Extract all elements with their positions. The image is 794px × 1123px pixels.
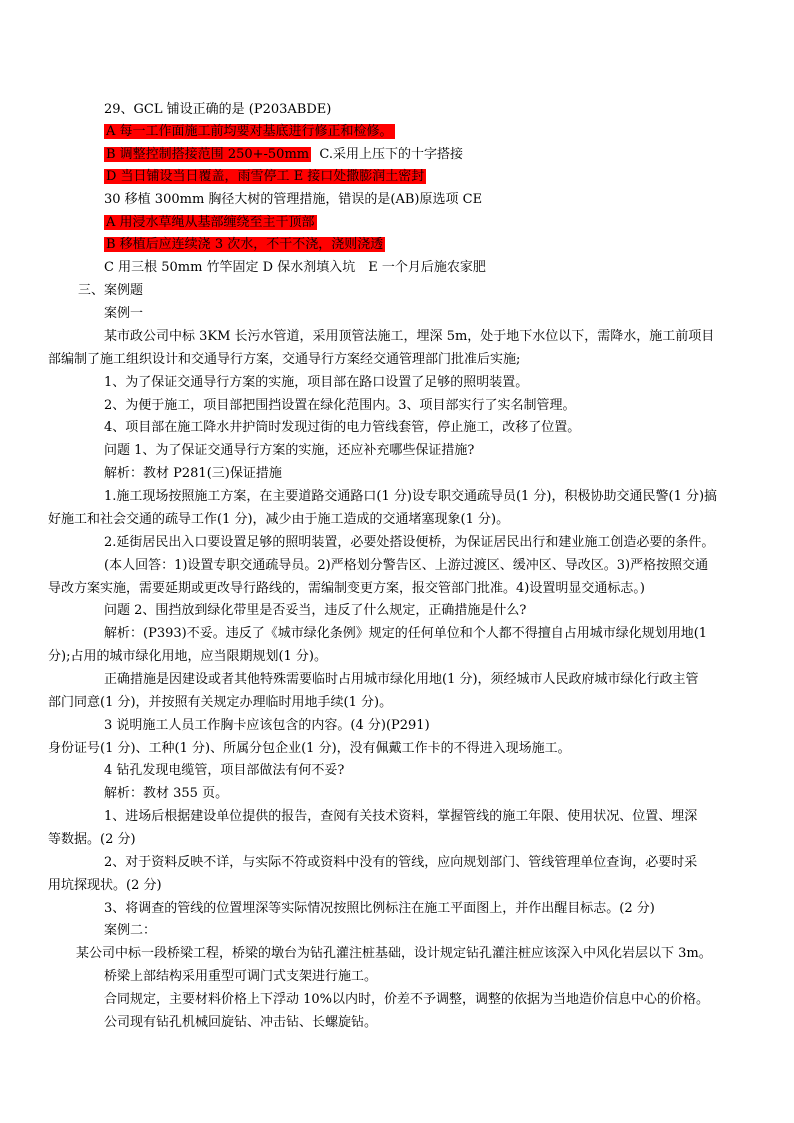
case-1-answer-4-title: 解析：教材 355 页。: [104, 786, 229, 801]
case-1-answer-4: 用坑探现状。(2 分): [48, 878, 162, 893]
case-1-answer-1: 1.施工现场按照施工方案，在主要道路交通路口(1 分)设专职交通疏导员(1 分)，积极协助交通民警(1 分)搞: [104, 489, 718, 504]
case-2-intro: 合同规定，主要材料价格上下浮动 10%以内时，价差不予调整，调整的依据为当地造价信息中心的价格。: [104, 992, 710, 1007]
case-1-own-answer: 导改方案实施，需要延期或更改导行路线的，需编制变更方案，报交管部门批准。4)设置明显交通标志。): [48, 581, 645, 596]
case-1-own-answer: (本人回答：1)设置专职交通疏导员。2)严格划分警告区、上游过渡区、缓冲区、导改区。3)严格按照交通: [104, 558, 709, 573]
case-2-intro: 某公司中标一段桥梁工程，桥梁的墩台为钻孔灌注桩基础，设计规定钻孔灌注桩应该深入中风化岩层以下 3m。: [76, 946, 712, 961]
question-30-option-a: [104, 213, 317, 233]
case-2-title: 案例二：: [104, 923, 157, 938]
case-1-answer-2: 分);占用的城市绿化用地，应当限期规划(1 分)。: [48, 649, 327, 664]
case-1-question-2: 问题 2、围挡放到绿化带里是否妥当，违反了什么规定，正确措施是什么?: [104, 603, 527, 618]
case-1-answer-4: 2、对于资料反映不详，与实际不符或资料中没有的管线，应向规划部门、管线管理单位查询，必要时采: [104, 855, 698, 870]
case-1-answer-4: 3、将调查的管线的位置埋深等实际情况按照比例标注在施工平面图上，并作出醒目标志。(2 分): [104, 901, 655, 916]
case-1-fact: 1、为了保证交通导行方案的实施，项目部在路口设置了足够的照明装置。: [104, 375, 529, 390]
case-1-question-4: 4 钻孔发现电缆管，项目部做法有何不妥?: [104, 763, 345, 778]
highlight: D 当日铺设当日覆盖，雨雪停工 E 接口处撒膨润土密封: [106, 169, 425, 184]
case-1-question-3: 3 说明施工人员工作胸卡应该包含的内容。(4 分)(P291): [104, 718, 430, 733]
case-1-answer-4: 等数据。(2 分): [48, 832, 136, 847]
question-29-option-a: [104, 122, 395, 142]
case-1-fact: 2、为便于施工，项目部把围挡设置在绿化范围内。3、项目部实行了实名制管理。: [104, 398, 576, 413]
question-29-option-de: [104, 167, 426, 187]
case-1-answer-4: 1、进场后根据建设单位提供的报告，查阅有关技术资料，掌握管线的施工年限、使用状况、位置、埋深: [104, 809, 698, 824]
case-2-intro: 桥梁上部结构采用重型可调门式支架进行施工。: [104, 969, 378, 984]
question-29-stem: 29、GCL 铺设正确的是 (P203ABDE): [104, 102, 332, 117]
case-1-intro: 部编制了施工组织设计和交通导行方案，交通导行方案经交通管理部门批准后实施;: [48, 352, 521, 367]
question-29-option-bc: [104, 145, 463, 165]
case-1-answer-2-fix: 部门同意(1 分)，并按照有关规定办理临时用地手续(1 分)。: [48, 695, 393, 710]
case-1-question-1: 问题 1、为了保证交通导行方案的实施，还应补充哪些保证措施?: [104, 443, 475, 458]
case-1-answer-2: 解析：(P393)不妥。违反了《城市绿化条例》规定的任何单位和个人都不得擅自占用城市绿化规划用地(1: [104, 626, 708, 641]
highlight: A 每一工作面施工前均要对基底进行修正和检修。: [106, 124, 393, 139]
section-heading: 三、案例题: [78, 283, 144, 298]
case-1-answer-1-title: 解析：教材 P281(三)保证措施: [104, 466, 282, 481]
case-1-answer-2-fix: 正确措施是因建设或者其他特殊需要临时占用城市绿化用地(1 分)，须经城市人民政府城市绿化行政主管: [104, 672, 699, 687]
question-29-option-c: C.采用上压下的十字搭接: [319, 147, 464, 162]
case-1-intro: 某市政公司中标 3KM 长污水管道，采用顶管法施工，埋深 5m，处于地下水位以下，需降水，施工前项目: [104, 329, 715, 344]
question-30-stem: 30 移植 300mm 胸径大树的管理措施，错误的是(AB)原选项 CE: [104, 192, 483, 207]
case-2-intro: 公司现有钻孔机械回旋钻、冲击钻、长螺旋钻。: [104, 1015, 378, 1030]
highlight: B 调整控制搭接范围 250+-50mm: [106, 147, 310, 162]
case-1-answer-1: 好施工和社会交通的疏导工作(1 分)，减少由于施工造成的交通堵塞现象(1 分)。: [48, 512, 510, 527]
case-1-answer-3: 身份证号(1 分)、工种(1 分)、所属分包企业(1 分)，没有佩戴工作卡的不得进入现场施工。: [48, 741, 571, 756]
case-1-fact: 4、项目部在施工降水井护筒时发现过街的电力管线套管，停止施工，改移了位置。: [104, 420, 581, 435]
highlight: A 用浸水草绳从基部缠绕至主干顶部: [106, 215, 315, 230]
question-30-option-cde: C 用三根 50mm 竹竿固定 D 保水剂填入坑 E 一个月后施农家肥: [104, 260, 486, 275]
case-1-title: 案例一: [104, 306, 144, 321]
highlight: B 移植后应连续浇 3 次水，不干不浇，浇则浇透: [106, 237, 384, 252]
question-30-option-b: [104, 235, 385, 255]
case-1-answer-1: 2.延街居民出入口要设置足够的照明装置，必要处搭设便桥，为保证居民出行和建业施工创造必要的条件。: [104, 535, 715, 550]
